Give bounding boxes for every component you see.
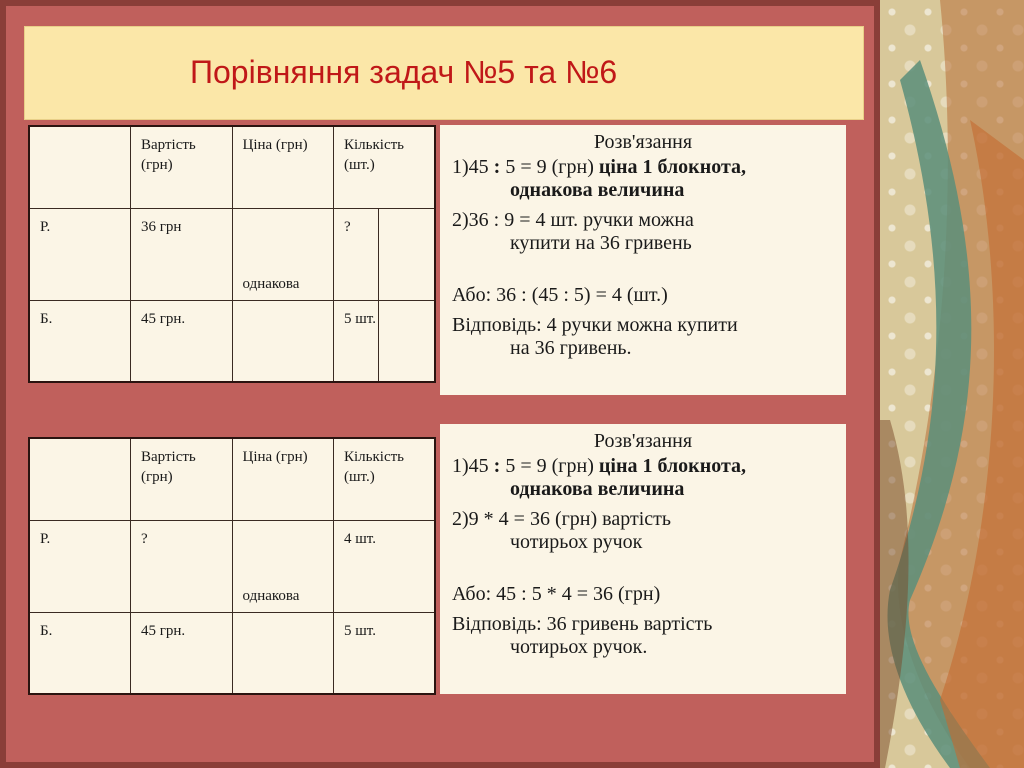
alternative-solution: Або: 36 : (45 : 5) = 4 (шт.) (452, 284, 668, 306)
table-cell (29, 438, 131, 520)
solution-heading: Розв'язання (593, 430, 693, 452)
answer-text: чотирьох ручок. (510, 636, 648, 658)
cell-divider-line (378, 209, 379, 300)
solution-panel-task5 (440, 125, 846, 395)
comparison-table-task6 (28, 437, 436, 695)
solution-heading: Розв'язання (593, 131, 693, 153)
alternative-solution: Або: 45 : 5 * 4 = 36 (грн) (452, 583, 661, 605)
table-row (29, 300, 435, 382)
quantity-value: ? (344, 218, 351, 235)
step-text: 2)36 : 9 = 4 шт. ручки можна (452, 209, 694, 231)
price-cell (232, 612, 334, 694)
quantity-value: 5 шт. (344, 310, 376, 327)
step-colon: : (493, 455, 501, 477)
step-colon: : (493, 156, 501, 178)
decorative-side-panel (880, 0, 1024, 768)
cost-cell: 36 грн (131, 208, 233, 300)
cost-cell: 45 грн. (131, 612, 233, 694)
answer (452, 613, 834, 659)
step-bold-text: ціна 1 блокнота, (598, 455, 747, 477)
price-cell (232, 520, 334, 612)
price-cell (232, 208, 334, 300)
cost-cell: ? (131, 520, 233, 612)
quantity-cell (334, 208, 436, 300)
step-text: 1)45 (452, 156, 494, 178)
row-label: Р. (29, 520, 131, 612)
table-header-row (29, 438, 435, 520)
table-header-cost: Вартість (грн) (131, 438, 233, 520)
decorative-ribbon-graphic (880, 0, 1024, 768)
table-row (29, 612, 435, 694)
step-text: 2)9 * 4 = 36 (грн) вартість (452, 508, 671, 530)
table-row (29, 520, 435, 612)
step-text: 5 = 9 (грн) (500, 455, 599, 477)
answer-text: на 36 гривень. (510, 337, 632, 359)
row-label: Б. (29, 612, 131, 694)
table-header-quantity: Кількість (шт.) (334, 438, 436, 520)
step-bold-text: ціна 1 блокнота, (598, 156, 747, 178)
step-bold-text: однакова величина (510, 478, 685, 500)
answer-text: Відповідь: 36 гривень вартість (452, 613, 713, 635)
answer (452, 314, 834, 360)
solution-step-1 (452, 156, 834, 202)
solution-step-2 (452, 508, 834, 554)
step-text: купити на 36 гривень (510, 232, 692, 254)
quantity-cell: 4 шт. (334, 520, 436, 612)
table-cell (29, 126, 131, 208)
step-text: 5 = 9 (грн) (500, 156, 599, 178)
quantity-cell (334, 300, 436, 382)
step-text: чотирьох ручок (510, 531, 643, 553)
table-header-price: Ціна (грн) (232, 126, 334, 208)
cost-cell: 45 грн. (131, 300, 233, 382)
row-label: Б. (29, 300, 131, 382)
slide-title: Порівняння задач №5 та №6 (190, 54, 618, 90)
table-row (29, 208, 435, 300)
step-bold-text: однакова величина (510, 179, 685, 201)
quantity-cell: 5 шт. (334, 612, 436, 694)
table-header-cost: Вартість (грн) (131, 126, 233, 208)
price-same-note: однакова (242, 275, 300, 292)
cell-divider-line (378, 301, 379, 382)
solution-step-2 (452, 209, 834, 255)
table-header-quantity: Кількість (шт.) (334, 126, 436, 208)
row-label: Р. (29, 208, 131, 300)
price-cell (232, 300, 334, 382)
comparison-table-task5 (28, 125, 436, 383)
table-header-row (29, 126, 435, 208)
price-same-note: однакова (242, 587, 300, 604)
step-text: 1)45 (452, 455, 494, 477)
table-header-price: Ціна (грн) (232, 438, 334, 520)
solution-step-1 (452, 455, 834, 501)
answer-text: Відповідь: 4 ручки можна купити (452, 314, 738, 336)
solution-panel-task6 (440, 424, 846, 694)
